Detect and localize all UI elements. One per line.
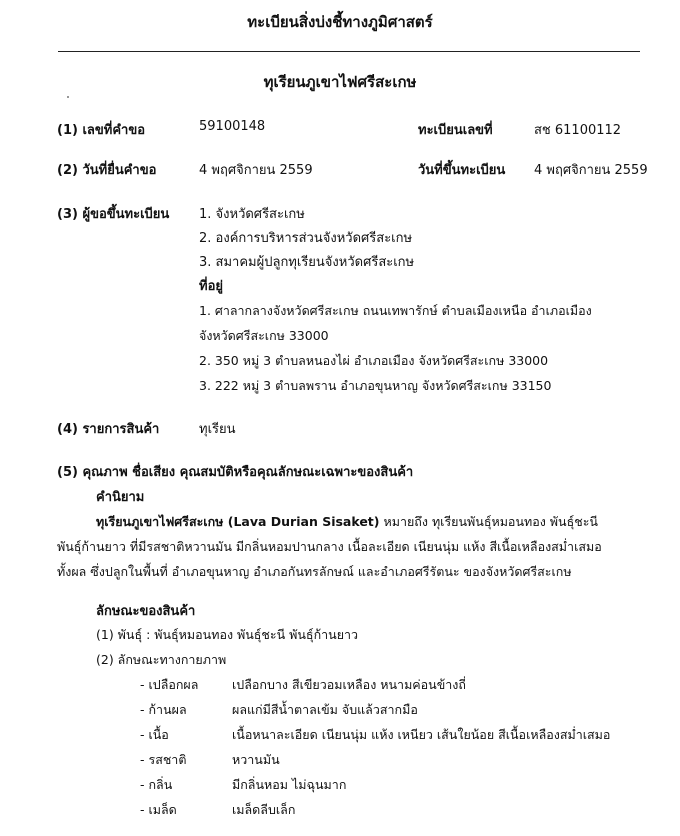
- filing-date-value: 4 พฤศจิกายน 2559: [199, 163, 313, 178]
- definition-line: ทั้งผล ซึ่งปลูกในพื้นที่ อำเภอขุนหาญ อำเภอกันทรลักษณ์ และอำเภอศรีรัตนะ ของจังหวัดศรีสะเกษ: [57, 564, 572, 579]
- physical-label: - กลิ่น: [140, 777, 173, 792]
- registration-date-value: 4 พฤศจิกายน 2559: [534, 163, 648, 178]
- stray-mark: [67, 96, 69, 98]
- physical-value: เนื้อหนาละเอียด เนียนนุ่ม แห้ง เหนียว เส้นใยน้อย สีเนื้อเหลืองสม่ำเสมอ: [232, 727, 611, 742]
- physical-label: - เมล็ด: [140, 802, 177, 817]
- characteristics-heading: ลักษณะของสินค้า: [96, 604, 196, 619]
- applicant-item: 1. จังหวัดศรีสะเกษ: [199, 207, 305, 222]
- definition-term: ทุเรียนภูเขาไฟศรีสะเกษ (Lava Durian Sisaket): [96, 514, 380, 529]
- physical-value: หวานมัน: [232, 752, 280, 767]
- physical-value: ผลแก่มีสีน้ำตาลเข้ม จับแล้วสากมือ: [232, 702, 418, 717]
- physical-label: - เปลือกผล: [140, 677, 199, 692]
- physical-value: เมล็ดลีบเล็ก: [232, 802, 296, 817]
- definition-line: พันธุ์ก้านยาว ที่มีรสชาติหวานมัน มีกลิ่นหอมปานกลาง เนื้อละเอียด เนียนนุ่ม แห้ง สีเนื้อเหลืองสม่ำเสมอ: [57, 539, 602, 554]
- request-no-label: (1) เลขที่คำขอ: [57, 123, 146, 138]
- physical-value: เปลือกบาง สีเขียวอมเหลือง หนามค่อนข้างถี่: [232, 677, 466, 692]
- filing-date-label: (2) วันที่ยื่นคำขอ: [57, 163, 157, 178]
- definition-heading: คำนิยาม: [96, 490, 145, 505]
- varieties-line: (1) พันธุ์ : พันธุ์หมอนทอง พันธุ์ชะนี พันธุ์ก้านยาว: [96, 627, 359, 642]
- physical-heading: (2) ลักษณะทางกายภาพ: [96, 652, 227, 667]
- registration-no-value: สช 61100112: [534, 123, 622, 138]
- applicant-item: 2. องค์การบริหารส่วนจังหวัดศรีสะเกษ: [199, 231, 413, 246]
- registration-date-label: วันที่ขึ้นทะเบียน: [418, 163, 506, 178]
- definition-text: หมายถึง ทุเรียนพันธุ์หมอนทอง พันธุ์ชะนี: [379, 514, 598, 529]
- address-label: ที่อยู่: [199, 279, 223, 294]
- address-line: 2. 350 หมู่ 3 ตำบลหนองไผ่ อำเภอเมือง จังหวัดศรีสะเกษ 33000: [199, 353, 549, 368]
- physical-value: มีกลิ่นหอม ไม่ฉุนมาก: [232, 777, 347, 792]
- applicant-label: (3) ผู้ขอขึ้นทะเบียน: [57, 207, 170, 222]
- title-divider: [58, 51, 640, 52]
- quality-heading: (5) คุณภาพ ชื่อเสียง คุณสมบัติหรือคุณลักษณะเฉพาะของสินค้า: [57, 465, 414, 480]
- applicant-item: 3. สมาคมผู้ปลูกทุเรียนจังหวัดศรีสะเกษ: [199, 255, 415, 270]
- address-line: 1. ศาลากลางจังหวัดศรีสะเกษ ถนนเทพารักษ์ ตำบลเมืองเหนือ อำเภอเมือง: [199, 303, 592, 318]
- address-line: 3. 222 หมู่ 3 ตำบลพราน อำเภอขุนหาญ จังหวัดศรีสะเกษ 33150: [199, 378, 552, 393]
- document-subtitle: ทุเรียนภูเขาไฟศรีสะเกษ: [263, 73, 417, 91]
- product-value: ทุเรียน: [199, 422, 236, 437]
- physical-label: - รสชาติ: [140, 752, 187, 767]
- request-no-value: 59100148: [199, 119, 266, 134]
- definition-line: [96, 510, 598, 533]
- product-label: (4) รายการสินค้า: [57, 422, 160, 437]
- physical-label: - ก้านผล: [140, 702, 187, 717]
- address-line: จังหวัดศรีสะเกษ 33000: [199, 328, 329, 343]
- physical-label: - เนื้อ: [140, 727, 169, 742]
- document-title: ทะเบียนสิ่งบ่งชี้ทางภูมิศาสตร์: [247, 13, 433, 31]
- registration-no-label: ทะเบียนเลขที่: [418, 123, 493, 138]
